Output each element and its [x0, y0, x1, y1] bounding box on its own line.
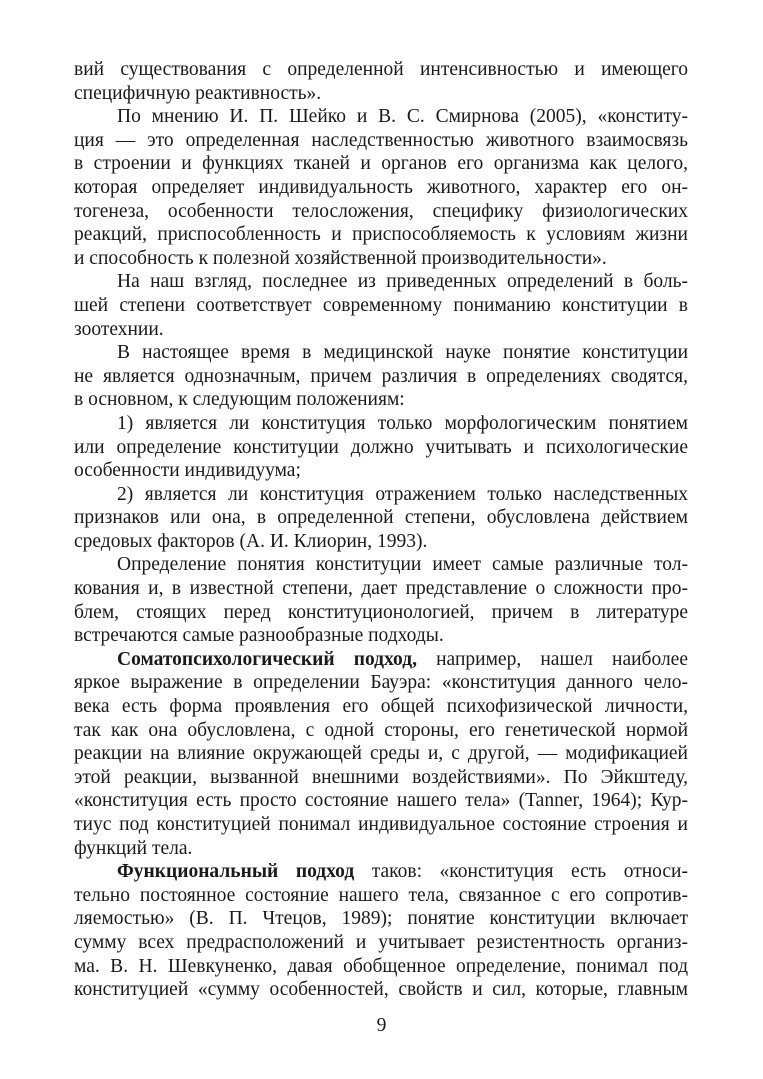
text-line: тиус под конституцией понимал индивидуальное состояние строения и [74, 814, 688, 835]
text-line: века есть форма проявления его общей психофизической личности, [74, 696, 688, 718]
paragraph [74, 553, 688, 647]
paragraph [74, 105, 688, 270]
text-line: В настоящее время в медицинской науке понятие конституции [117, 342, 688, 364]
text-line: признаков или она, в определенной степени, обусловлена действием [74, 507, 688, 529]
paragraph [74, 648, 688, 860]
text-run: таков: «конституция есть относи- [354, 861, 688, 883]
text-line: тельно постоянное состояние нашего тела, связанное с его сопротив- [74, 884, 688, 906]
text-line: ляемостью» (В. П. Чтецов, 1989); понятие конституции включает [74, 908, 688, 930]
paragraph [74, 412, 688, 483]
paragraph [74, 58, 688, 105]
text-line: этой реакции, вызванной внешними воздействиями». По Эйкштеду, [74, 766, 688, 788]
paragraph [74, 270, 688, 341]
text-line: функций тела. [74, 837, 193, 859]
text-line: кования и, в известной степени, дает представление о сложности про- [74, 578, 688, 600]
text-line: в строении и функциях тканей и органов его организма как целого, [74, 153, 688, 175]
text-line: сумму всех предрасположений и учитывает резистентность организ- [74, 931, 688, 953]
bold-term: Соматопсихологический подход, [117, 648, 417, 670]
text-line: реакций, приспособленность и приспособляемость к условиям жизни [74, 224, 688, 246]
text-line: и способность к полезной хозяйственной производительности». [74, 247, 607, 269]
text-line: На наш взгляд, последнее из приведенных определений в боль- [117, 271, 688, 293]
paragraph [74, 860, 688, 1002]
paragraph [74, 483, 688, 554]
text-line: не является однозначным, причем различия в определениях сводятся, [74, 365, 688, 387]
text-line: «конституция есть просто состояние нашего тела» (Tanner, 1964); Кур- [74, 790, 688, 812]
text-line: или определение конституции должно учитывать и психологические [74, 436, 688, 458]
text-line: блем, стоящих перед конституционологией, причем в литературе [74, 601, 688, 623]
text-line: вий существования с определенной интенсивностью и имеющего [74, 59, 688, 80]
text-line [74, 860, 688, 884]
text-line: Определение понятия конституции имеет самые различные тол- [117, 554, 688, 576]
text-line: 2) является ли конституция отражением только наследственных [117, 483, 688, 505]
text-line: ма. В. Н. Шевкуненко, давая обобщенное определение, понимал под [74, 955, 688, 977]
text-line: ция — это определенная наследственностью животного взаимосвязь [74, 129, 688, 151]
text-line: в основном, к следующим положениям: [74, 389, 405, 411]
text-line: тогенеза, особенности телосложения, специфику физиологических [74, 200, 688, 222]
bold-term: Функциональный подход [117, 861, 355, 883]
text-line: яркое выражение в определении Бауэра: «конституция данного чело- [74, 672, 688, 694]
page-number: 9 [376, 1015, 387, 1036]
text-line: средовых факторов (А. И. Клиорин, 1993). [74, 530, 428, 552]
text-run: например, нашел наиболее [416, 648, 688, 670]
text-line: реакции на влияние окружающей среды и, с другой, — модификацией [74, 743, 688, 765]
text-line: 1) является ли конституция только морфологическим понятием [117, 412, 688, 434]
text-line: По мнению И. П. Шейко и В. С. Смирнова (2005), «конститу- [117, 106, 688, 128]
text-line: зоотехнии. [74, 318, 164, 340]
page-body [74, 58, 688, 1002]
text-line: которая определяет индивидуальность животного, характер его он- [74, 176, 688, 198]
text-line: встречаются самые разнообразные подходы. [74, 625, 444, 647]
text-line: так как она обусловлена, с одной стороны, его генетической нормой [74, 719, 688, 741]
paragraph [74, 341, 688, 412]
text-line: особенности индивидуума; [74, 460, 301, 482]
text-line: шей степени соответствует современному пониманию конституции в [74, 294, 688, 316]
text-line: конституцией «сумму особенностей, свойств и сил, которые, главным [74, 979, 688, 1001]
text-line: специфичную реактивность». [74, 82, 322, 104]
text-line [74, 648, 688, 672]
